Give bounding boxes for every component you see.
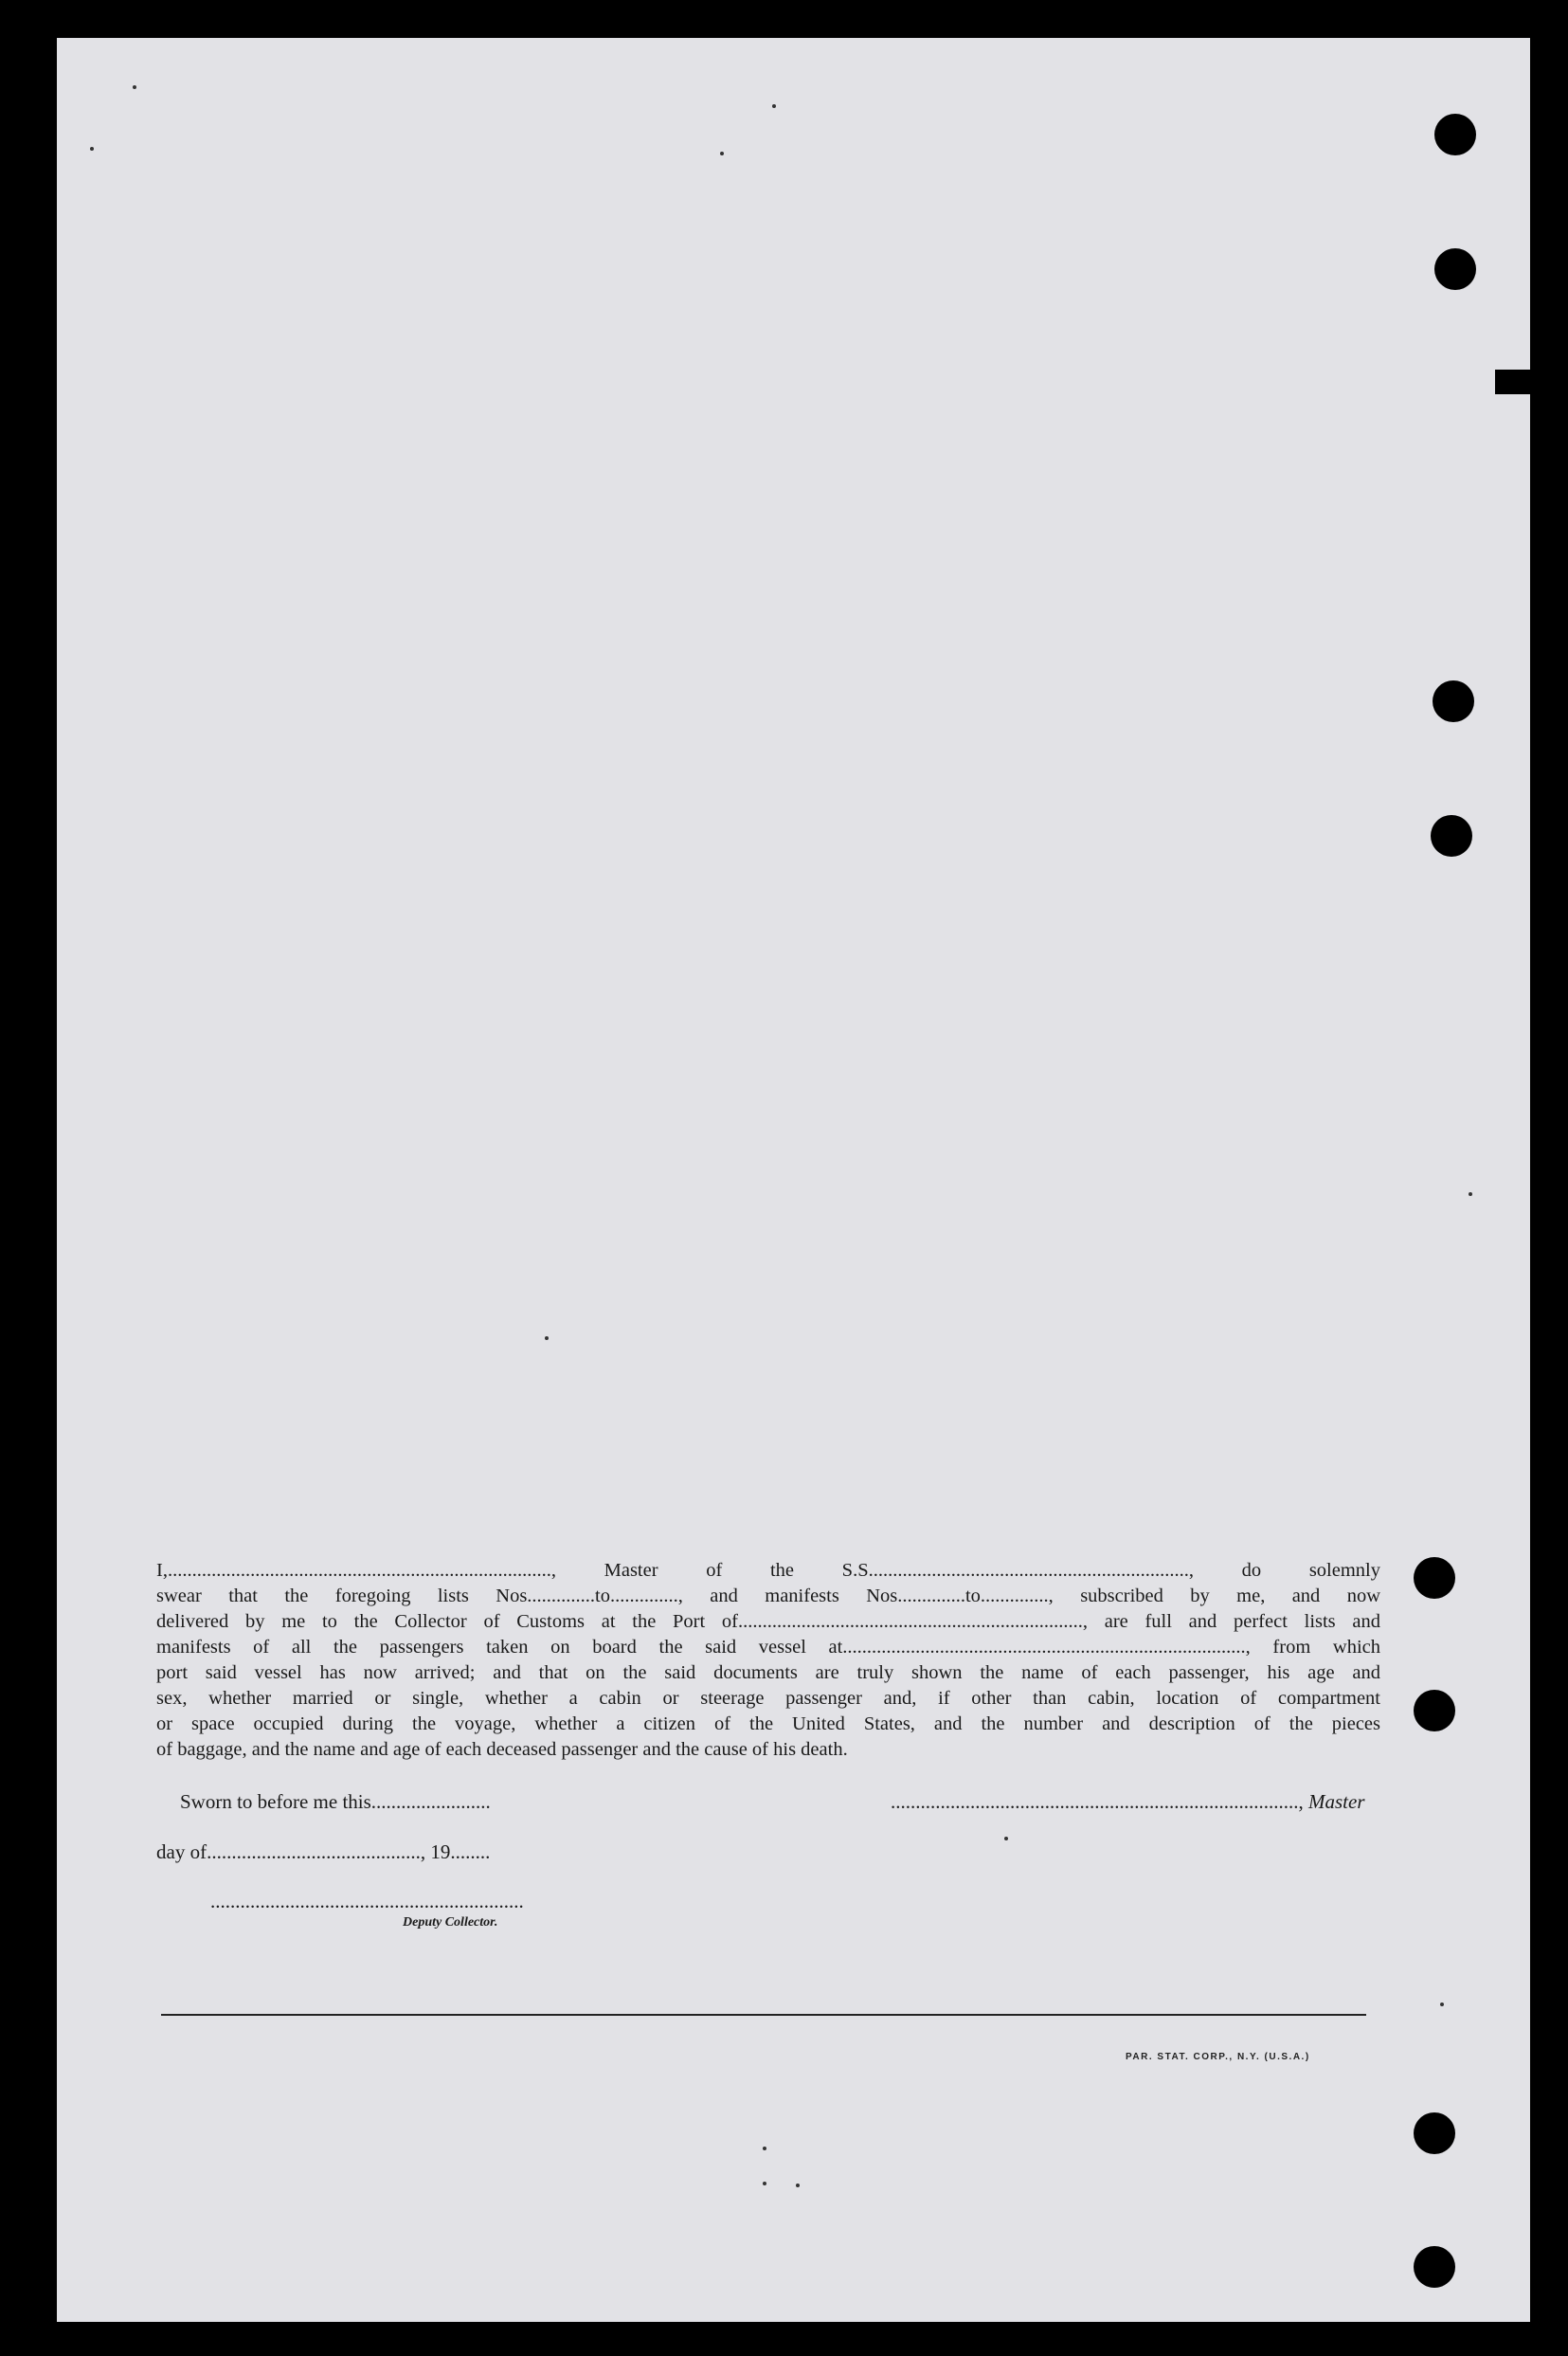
scan-speck <box>90 147 94 151</box>
scan-speck <box>545 1336 549 1340</box>
oath-line: I,..............................................................................., Master of the S.S.................................................................., do solemnly <box>156 1560 1380 1581</box>
oath-line: of baggage, and the name and age of each deceased passenger and the cause of his death. <box>156 1739 848 1760</box>
oath-line: or space occupied during the voyage, whether a citizen of the United States, and the number and description of the pieces <box>156 1713 1380 1734</box>
deputy-collector-dots: ............................................................... <box>210 1890 524 1912</box>
master-signature-line <box>891 1790 1365 1814</box>
deputy-collector-label: Deputy Collector. <box>403 1915 498 1930</box>
deputy-collector-line <box>210 1890 524 1913</box>
master-signature-dots: .................................................................................., <box>891 1790 1304 1813</box>
scan-speck <box>763 2182 766 2185</box>
binder-hole-5 <box>1414 1557 1455 1599</box>
oath-line: manifests of all the passengers taken on board the said vessel at..................................................................................., from which <box>156 1637 1380 1658</box>
binder-hole-2 <box>1434 248 1476 290</box>
scan-speck <box>720 152 724 155</box>
oath-line: swear that the foregoing lists Nos..............to.............., and manifests Nos..............to.............., subscribed by me, and now <box>156 1586 1380 1606</box>
oath-line: sex, whether married or single, whether a cabin or steerage passenger and, if other than cabin, location of compartment <box>156 1688 1380 1709</box>
master-label: Master <box>1308 1790 1365 1813</box>
scan-speck <box>1440 2003 1444 2006</box>
binder-hole-7 <box>1414 2112 1455 2154</box>
binder-hole-6 <box>1414 1690 1455 1731</box>
scan-speck <box>796 2184 800 2187</box>
scan-speck <box>763 2147 766 2150</box>
scan-speck <box>772 104 776 108</box>
form-sheet <box>57 38 1530 2322</box>
binder-hole-1 <box>1434 114 1476 155</box>
binder-hole-4 <box>1431 815 1472 857</box>
binder-hole-3 <box>1433 680 1474 722</box>
printer-imprint: PAR. STAT. CORP., N.Y. (U.S.A.) <box>1126 2052 1310 2062</box>
oath-line: delivered by me to the Collector of Customs at the Port of......................................................................., are full and perfect lists and <box>156 1611 1380 1632</box>
tab-notch <box>1495 370 1530 394</box>
scan-speck <box>1004 1837 1008 1840</box>
oath-line: port said vessel has now arrived; and that on the said documents are truly shown the name of each passenger, his age and <box>156 1662 1380 1683</box>
binder-hole-8 <box>1414 2246 1455 2288</box>
sworn-text: Sworn to before me this........................ <box>180 1790 491 1813</box>
scan-speck <box>133 85 136 89</box>
day-text: day of..........................................., 19........ <box>156 1840 491 1863</box>
sworn-line <box>180 1790 491 1814</box>
horizontal-rule <box>161 2014 1366 2016</box>
scan-speck <box>1469 1192 1472 1196</box>
oath-paragraph <box>156 1558 1380 1763</box>
day-line <box>156 1840 490 1864</box>
